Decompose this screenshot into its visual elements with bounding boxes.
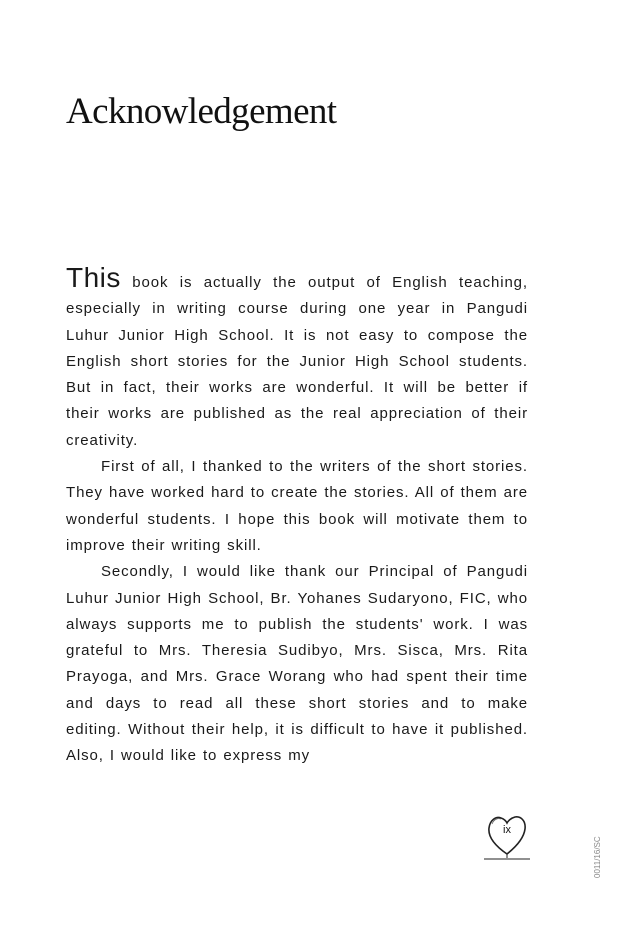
paragraph-1-text: book is actually the output of English teaching, especially in writing course during one year in Pangudi Luhur Junior High School. It is not easy to compose the English short stories for the Junior High School students. But in fact, their works are wonderful. It will be better if their works are published as the real appreciation of their creativity.: [66, 274, 528, 449]
side-code: 0011/16/SC: [593, 836, 602, 878]
page-number: ix: [503, 824, 511, 836]
paragraph-2: First of all, I thanked to the writers of the short stories. They have worked hard to create the stories. All of them are wonderful students. I hope this book will motivate them to improve their writing skill.: [66, 458, 528, 554]
body-text: [66, 262, 528, 770]
paragraph-3: Secondly, I would like thank our Principal of Pangudi Luhur Junior High School, Br. Yohanes Sudaryono, FIC, who always supports me to publish the students' work. I was grateful to Mrs. Theresia Sudibyo, Mrs. Sisca, Mrs. Rita Prayoga, and Mrs. Grace Worang who had spent their time and days to read all these short stories and to make editing. Without their help, it is difficult to have it published. Also, I would like to express my: [66, 563, 528, 765]
page-title: Acknowledgement: [66, 91, 337, 132]
heart-icon: [484, 810, 530, 862]
side-code-wrapper: [593, 836, 605, 948]
paragraph-1: [66, 262, 528, 454]
page-number-badge: [484, 810, 530, 862]
dropcap-word: This: [66, 262, 121, 293]
